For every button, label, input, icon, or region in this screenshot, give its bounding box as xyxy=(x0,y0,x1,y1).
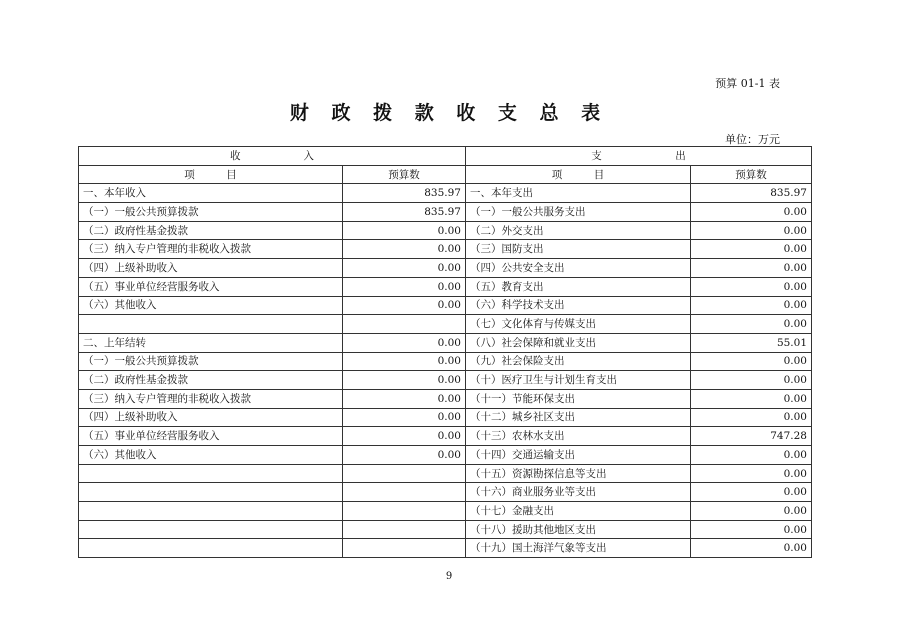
expenditure-item-cell: （十八）援助其他地区支出 xyxy=(466,520,691,539)
expenditure-item-cell: （二）外交支出 xyxy=(466,221,691,240)
table-row xyxy=(79,464,812,483)
unit-label: 单位：万元 xyxy=(725,133,780,146)
income-value-cell: 0.00 xyxy=(343,240,466,259)
income-item-cell: （六）其他收入 xyxy=(79,296,343,315)
income-value-cell: 0.00 xyxy=(343,371,466,390)
table-row xyxy=(79,240,812,259)
income-value-cell: 0.00 xyxy=(343,259,466,278)
table-row xyxy=(79,408,812,427)
expenditure-item-cell: （十五）资源勘探信息等支出 xyxy=(466,464,691,483)
income-value-cell: 0.00 xyxy=(343,427,466,446)
expenditure-value-cell: 0.00 xyxy=(691,352,812,371)
expenditure-item-cell: （五）教育支出 xyxy=(466,277,691,296)
expenditure-value-cell: 0.00 xyxy=(691,502,812,521)
income-item-cell xyxy=(79,464,343,483)
page-number: 9 xyxy=(445,571,453,582)
column-header-row xyxy=(79,165,812,184)
income-value-cell xyxy=(343,464,466,483)
income-item-cell: （六）其他收入 xyxy=(79,446,343,465)
income-item-cell: （二）政府性基金拨款 xyxy=(79,221,343,240)
income-value-cell xyxy=(343,520,466,539)
income-item-cell: （五）事业单位经营服务收入 xyxy=(79,427,343,446)
table-row xyxy=(79,520,812,539)
income-item-cell: （一）一般公共预算拨款 xyxy=(79,203,343,222)
expenditure-value-cell: 55.01 xyxy=(691,333,812,352)
income-item-cell: （二）政府性基金拨款 xyxy=(79,371,343,390)
income-item-header: 项 目 xyxy=(79,165,343,184)
income-value-cell: 0.00 xyxy=(343,296,466,315)
expenditure-item-cell: （七）文化体育与传媒支出 xyxy=(466,315,691,334)
expenditure-value-cell: 0.00 xyxy=(691,259,812,278)
income-value-cell xyxy=(343,502,466,521)
expenditure-value-cell: 0.00 xyxy=(691,221,812,240)
expenditure-item-cell: （十七）金融支出 xyxy=(466,502,691,521)
expenditure-item-cell: （三）国防支出 xyxy=(466,240,691,259)
table-row xyxy=(79,371,812,390)
expenditure-budget-header: 预算数 xyxy=(691,165,812,184)
expenditure-item-cell: （十一）节能环保支出 xyxy=(466,389,691,408)
expenditure-item-cell: （九）社会保险支出 xyxy=(466,352,691,371)
table-row xyxy=(79,352,812,371)
expenditure-value-cell: 0.00 xyxy=(691,446,812,465)
income-item-cell: 二、上年结转 xyxy=(79,333,343,352)
income-value-cell: 0.00 xyxy=(343,352,466,371)
expenditure-value-cell: 0.00 xyxy=(691,315,812,334)
expenditure-value-cell: 0.00 xyxy=(691,539,812,558)
income-value-cell xyxy=(343,539,466,558)
expenditure-value-cell: 0.00 xyxy=(691,371,812,390)
expenditure-item-cell: （十三）农林水支出 xyxy=(466,427,691,446)
income-value-cell: 835.97 xyxy=(343,203,466,222)
expenditure-item-cell: （十）医疗卫生与计划生育支出 xyxy=(466,371,691,390)
expenditure-item-cell: （十六）商业服务业等支出 xyxy=(466,483,691,502)
income-item-cell: （一）一般公共预算拨款 xyxy=(79,352,343,371)
expenditure-value-cell: 0.00 xyxy=(691,520,812,539)
income-budget-header: 预算数 xyxy=(343,165,466,184)
income-item-cell: （五）事业单位经营服务收入 xyxy=(79,277,343,296)
income-value-cell: 0.00 xyxy=(343,333,466,352)
income-item-cell xyxy=(79,315,343,334)
income-section-header: 收 入 xyxy=(79,147,466,166)
expenditure-item-cell: （十四）交通运输支出 xyxy=(466,446,691,465)
income-item-cell xyxy=(79,539,343,558)
expenditure-value-cell: 0.00 xyxy=(691,277,812,296)
table-row xyxy=(79,446,812,465)
table-row xyxy=(79,539,812,558)
page-title: 财 政 拨 款 收 支 总 表 xyxy=(289,102,609,124)
income-item-cell xyxy=(79,483,343,502)
expenditure-item-header: 项 目 xyxy=(466,165,691,184)
table-row xyxy=(79,427,812,446)
income-item-cell: （四）上级补助收入 xyxy=(79,408,343,427)
table-row xyxy=(79,333,812,352)
income-item-cell xyxy=(79,502,343,521)
expenditure-item-cell: 一、本年支出 xyxy=(466,184,691,203)
expenditure-value-cell: 0.00 xyxy=(691,464,812,483)
budget-table-body xyxy=(79,147,812,558)
expenditure-value-cell: 0.00 xyxy=(691,240,812,259)
income-value-cell xyxy=(343,483,466,502)
table-row xyxy=(79,203,812,222)
income-value-cell: 835.97 xyxy=(343,184,466,203)
income-item-cell xyxy=(79,520,343,539)
expenditure-item-cell: （十二）城乡社区支出 xyxy=(466,408,691,427)
expenditure-item-cell: （一）一般公共服务支出 xyxy=(466,203,691,222)
table-row xyxy=(79,221,812,240)
expenditure-value-cell: 747.28 xyxy=(691,427,812,446)
expenditure-item-cell: （六）科学技术支出 xyxy=(466,296,691,315)
table-row xyxy=(79,259,812,278)
table-row xyxy=(79,502,812,521)
expenditure-item-cell: （八）社会保障和就业支出 xyxy=(466,333,691,352)
table-row xyxy=(79,277,812,296)
table-row xyxy=(79,296,812,315)
expenditure-value-cell: 0.00 xyxy=(691,408,812,427)
expenditure-value-cell: 0.00 xyxy=(691,483,812,502)
section-header-row xyxy=(79,147,812,166)
expenditure-item-cell: （四）公共安全支出 xyxy=(466,259,691,278)
income-value-cell: 0.00 xyxy=(343,408,466,427)
income-item-cell: （三）纳入专户管理的非税收入拨款 xyxy=(79,240,343,259)
income-value-cell xyxy=(343,315,466,334)
expenditure-section-header: 支 出 xyxy=(466,147,812,166)
expenditure-value-cell: 0.00 xyxy=(691,203,812,222)
expenditure-value-cell: 0.00 xyxy=(691,296,812,315)
table-row xyxy=(79,483,812,502)
table-row xyxy=(79,184,812,203)
expenditure-value-cell: 835.97 xyxy=(691,184,812,203)
expenditure-item-cell: （十九）国土海洋气象等支出 xyxy=(466,539,691,558)
table-row xyxy=(79,389,812,408)
income-item-cell: （四）上级补助收入 xyxy=(79,259,343,278)
income-value-cell: 0.00 xyxy=(343,389,466,408)
expenditure-value-cell: 0.00 xyxy=(691,389,812,408)
income-item-cell: （三）纳入专户管理的非税收入拨款 xyxy=(79,389,343,408)
income-value-cell: 0.00 xyxy=(343,221,466,240)
form-code: 预算 01-1 表 xyxy=(715,77,780,90)
income-item-cell: 一、本年收入 xyxy=(79,184,343,203)
income-value-cell: 0.00 xyxy=(343,277,466,296)
table-row xyxy=(79,315,812,334)
income-value-cell: 0.00 xyxy=(343,446,466,465)
budget-table xyxy=(78,146,812,558)
